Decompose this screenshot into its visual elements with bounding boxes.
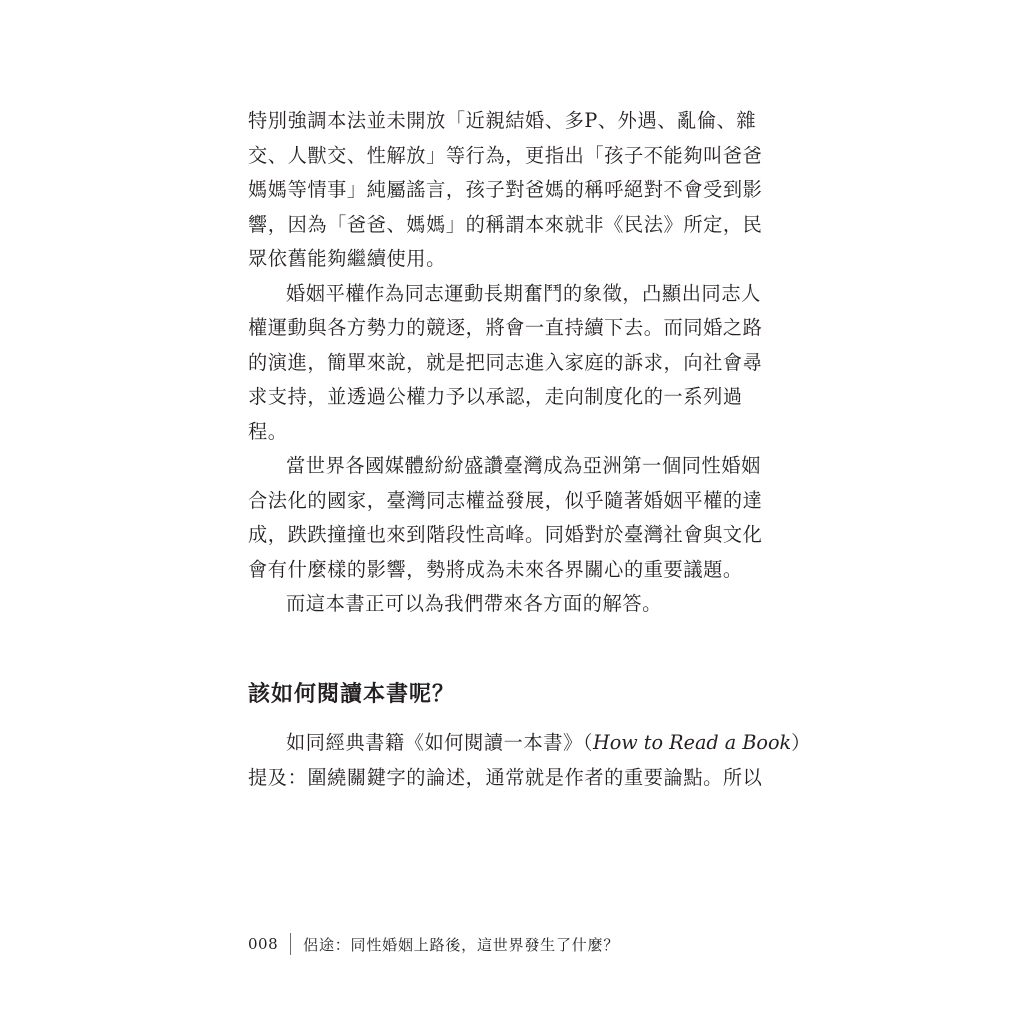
text-line: 程。 [248,419,288,443]
text-line: 合法化的國家，臺灣同志權益發展，似乎隨著婚姻平權的達 [248,488,763,512]
text-line: 響，因為「爸爸、媽媽」的稱謂本來就非《民法》所定，民 [248,212,763,236]
footer-divider [290,933,291,955]
text-line: 而這本書正可以為我們帶來各方面的解答。 [286,592,662,615]
page-footer [248,928,619,960]
text-line: 媽媽等情事」純屬謠言，孩子對爸媽的稱呼絕對不會受到影 [248,178,763,201]
paragraph [248,277,763,450]
text-line: 求支持，並透過公權力予以承認，走向制度化的一系列過 [248,385,743,408]
paragraph [248,449,763,587]
text-line: 會有什麼樣的影響，勢將成為未來各界關心的重要議題。 [248,557,743,581]
text-segment: 如同經典書籍《如何閱讀一本書》（ [286,731,593,754]
paragraph [248,587,728,622]
text-line: 交、人獸交、性解放」等行為，更指出「孩子不能夠叫爸爸 [248,143,763,167]
paragraph [248,726,811,795]
text-line: 當世界各國媒體紛紛盛讚臺灣成為亞洲第一個同性婚姻 [286,454,761,477]
text-line: 婚姻平權作為同志運動長期奮鬥的象徵，凸顯出同志人 [286,281,761,305]
english-book-title: How to Read a Book [593,731,792,754]
text-line: 特別強調本法並未開放「近親結婚、多P、外遇、亂倫、雜 [248,109,757,132]
page-number: 008 [248,935,279,953]
text-line [248,726,811,761]
paragraph [248,104,763,277]
body-text-section-1 [248,104,763,622]
text-line: 權運動與各方勢力的競逐，將會一直持續下去。而同婚之路 [248,316,763,339]
text-line: 的演進，簡單來說，就是把同志進入家庭的訴求，向社會尋 [248,350,763,374]
text-segment: ） [791,731,811,754]
running-title: 侶途：同性婚姻上路後，這世界發生了什麼？ [303,935,620,954]
text-line: 眾依舊能夠繼續使用。 [248,247,446,270]
section-heading: 該如何閱讀本書呢？ [248,681,456,707]
text-line: 成，跌跌撞撞也來到階段性高峰。同婚對於臺灣社會與文化 [248,523,763,546]
text-line: 提及：圍繞關鍵字的論述，通常就是作者的重要論點。所以 [248,765,763,789]
body-text-section-2 [248,726,811,795]
